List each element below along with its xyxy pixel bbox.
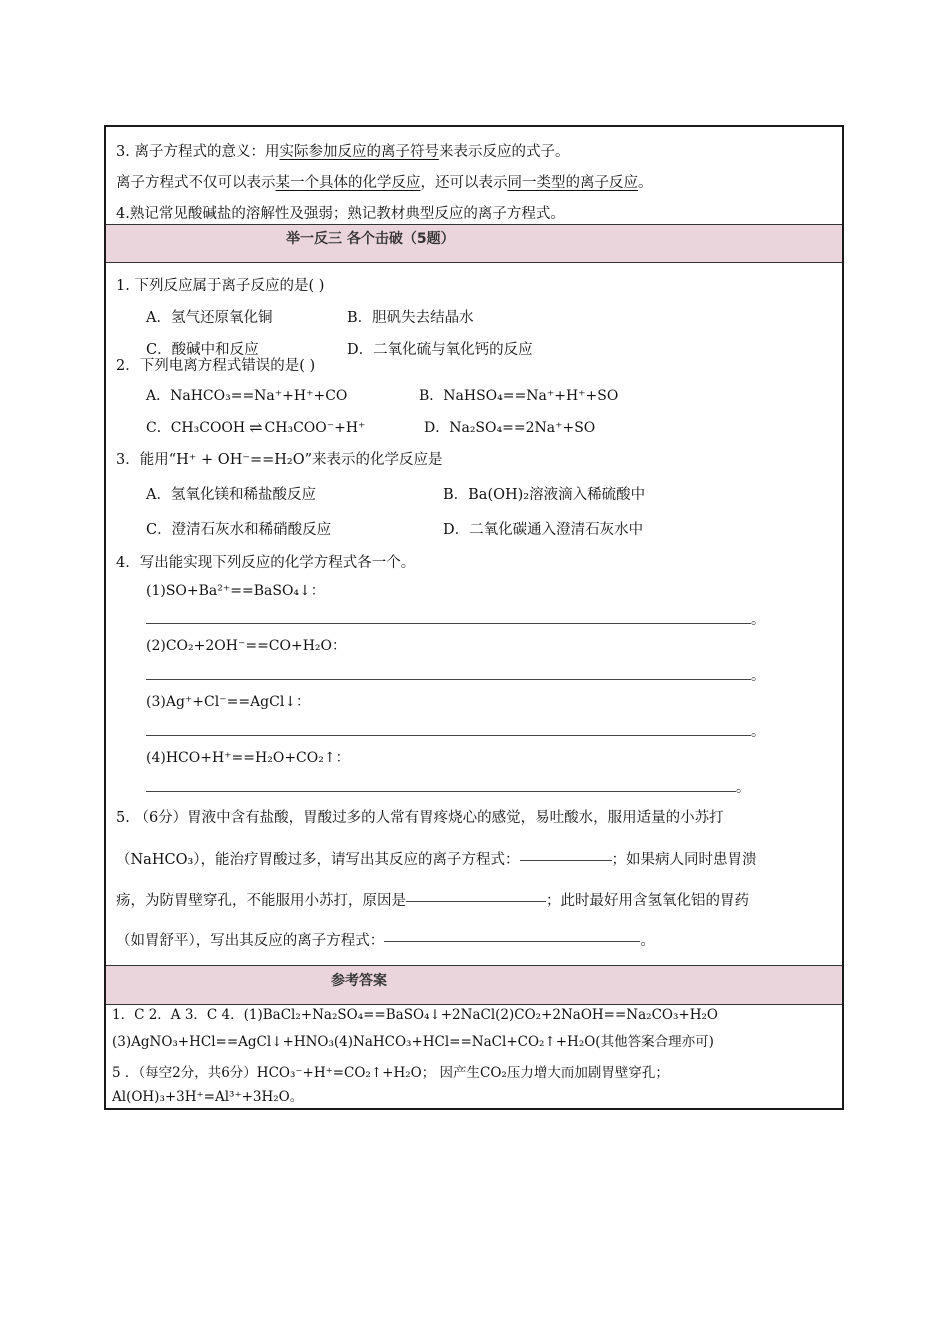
note-3b-key-phrase-1: 某一个具体的化学反应 — [275, 175, 421, 191]
q5-line-3-text-a: 疡，为防胃壁穿孔，不能服用小苏打，原因是 — [116, 893, 406, 909]
note-3b — [116, 174, 653, 192]
note-3 — [116, 143, 569, 161]
q3-option-c: C．澄清石灰水和稀硝酸反应 — [146, 522, 332, 538]
q2-option-d: D．Na₂SO₄==2Na⁺+SO — [424, 420, 596, 436]
q2-option-c-product: CH₃COO⁻+H⁺ — [264, 420, 366, 436]
q3-stem: 3．能用“H⁺ + OH⁻==H₂O”来表示的化学反应是 — [116, 452, 443, 468]
answer-header-band — [106, 966, 842, 1004]
reversible-arrow-icon: ⇌ — [249, 418, 261, 437]
q4-period-1: 。 — [751, 612, 765, 628]
q4-item-2: (2)CO₂+2OH⁻==CO+H₂O： — [146, 638, 347, 654]
q1-option-c: C．酸碱中和反应 — [146, 342, 259, 358]
practice-header-band — [106, 225, 842, 262]
q5-line-4 — [116, 932, 655, 950]
q2-option-a: A．NaHCO₃==Na⁺+H⁺+CO — [146, 388, 348, 404]
q5-blank-2[interactable] — [406, 901, 546, 902]
q4-answer-line-3[interactable] — [146, 735, 751, 736]
q4-item-3: (3)Ag⁺+Cl⁻==AgCl↓： — [146, 694, 311, 710]
q5-blank-3[interactable] — [384, 941, 640, 942]
note-3b-suffix: 。 — [638, 175, 653, 191]
note-3-suffix: 来表示反应的式子。 — [438, 144, 570, 160]
q2-option-c — [146, 419, 365, 437]
divider-answer-bottom — [106, 1004, 842, 1005]
q4-period-2: 。 — [751, 668, 765, 684]
q3-option-a: A．氢氧化镁和稀盐酸反应 — [146, 487, 316, 503]
q5-line-3 — [116, 892, 749, 910]
q5-line-2-text-a: （NaHCO₃），能治疗胃酸过多，请写出其反应的离子方程式： — [116, 852, 520, 868]
divider-practice-bottom — [106, 262, 842, 263]
q1-stem: 1. 下列反应属于离子反应的是( ) — [116, 278, 325, 294]
q5-line-1: 5. （6分）胃液中含有盐酸，胃酸过多的人常有胃疼烧心的感觉，易吐酸水，服用适量的小苏打 — [116, 810, 724, 826]
note-3-prefix: 3. 离子方程式的意义：用 — [116, 144, 280, 160]
q4-period-4: 。 — [736, 780, 750, 796]
q1-option-a: A．氢气还原氧化铜 — [146, 310, 273, 326]
q5-line-2 — [116, 851, 757, 869]
q4-item-1: (1)SO+Ba²⁺==BaSO₄↓： — [146, 583, 325, 599]
q5-line-3-text-b: ；此时最好用含氢氧化铝的胃药 — [546, 893, 749, 909]
note-3-key-phrase: 实际参加反应的离子符号 — [279, 144, 439, 160]
q5-line-2-text-b: ；如果病人同时患胃溃 — [611, 852, 757, 868]
q2-option-b: B．NaHSO₄==Na⁺+H⁺+SO — [419, 388, 619, 404]
answer-line-4: Al(OH)₃+3H⁺=Al³⁺+3H₂O。 — [112, 1089, 304, 1105]
answer-line-3: 5 ．（每空2分，共6分）HCO₃⁻+H⁺=CO₂↑+H₂O； 因产生CO₂压力增大而加剧胃壁穿孔； — [112, 1065, 669, 1081]
q5-line-4-text-a: （如胃舒平），写出其反应的离子方程式： — [116, 933, 385, 949]
answer-section-title: 参考答案 — [331, 973, 387, 989]
q4-answer-line-1[interactable] — [146, 623, 751, 624]
answer-line-1: 1．C 2．A 3．C 4．(1)BaCl₂+Na₂SO₄==BaSO₄↓+2NaCl(2)CO₂+2NaOH==Na₂CO₃+H₂O — [112, 1007, 718, 1023]
q1-option-d: D．二氧化硫与氧化钙的反应 — [347, 342, 533, 358]
q4-period-3: 。 — [751, 724, 765, 740]
q3-option-b: B．Ba(OH)₂溶液滴入稀硫酸中 — [443, 487, 646, 503]
q1-option-b: B．胆矾失去结晶水 — [347, 310, 474, 326]
note-4: 4.熟记常见酸碱盐的溶解性及强弱；熟记教材典型反应的离子方程式。 — [116, 206, 565, 222]
q4-answer-line-2[interactable] — [146, 679, 751, 680]
note-3b-key-phrase-2: 同一类型的离子反应 — [507, 175, 638, 191]
q5-blank-1[interactable] — [520, 860, 612, 861]
answer-line-2: (3)AgNO₃+HCl==AgCl↓+HNO₃(4)NaHCO₃+HCl==NaCl+CO₂↑+H₂O(其他答案合理亦可) — [112, 1034, 714, 1050]
practice-section-title: 举一反三 各个击破（5题） — [286, 231, 455, 247]
q4-answer-line-4[interactable] — [146, 791, 736, 792]
note-3b-mid: ，还可以表示 — [420, 175, 508, 191]
q2-stem: 2．下列电离方程式错误的是( ) — [116, 358, 316, 374]
q5-line-4-text-b: 。 — [640, 933, 655, 949]
q2-option-c-reactant: C．CH₃COOH — [146, 420, 246, 436]
content-box — [104, 125, 844, 1110]
note-3b-prefix: 离子方程式不仅可以表示 — [116, 175, 276, 191]
q4-item-4: (4)HCO+H⁺==H₂O+CO₂↑： — [146, 750, 350, 766]
q3-option-d: D．二氧化碳通入澄清石灰水中 — [443, 522, 644, 538]
q4-stem: 4．写出能实现下列反应的化学方程式各一个。 — [116, 555, 416, 571]
